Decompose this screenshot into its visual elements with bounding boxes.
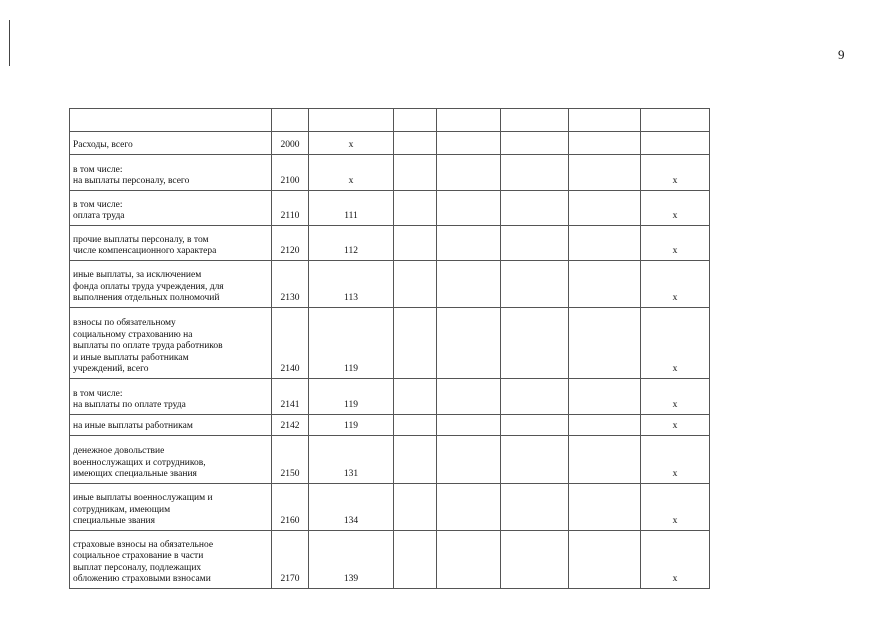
empty-cell [437,191,501,226]
empty-cell [501,484,569,531]
row-code: 2170 [272,531,309,589]
row-name [70,155,272,191]
header-cell [394,109,437,132]
empty-cell [437,155,501,191]
empty-cell [437,415,501,436]
empty-cell [437,261,501,308]
row-name-text: в том числе: на выплаты персоналу, всего [73,164,190,187]
empty-cell [394,261,437,308]
row-name [70,379,272,415]
row-last-column-mark: х [641,484,710,531]
row-classification-code: 139 [309,531,394,589]
empty-cell [501,436,569,484]
row-code: 2110 [272,191,309,226]
row-last-column-mark: х [641,436,710,484]
empty-cell [569,379,641,415]
row-name-text: взносы по обязательному социальному страхованию на выплаты по оплате труда работников и иные выплаты работникам учреждений, всего [73,318,223,375]
empty-cell [501,415,569,436]
row-code: 2120 [272,226,309,261]
row-classification-code: х [309,155,394,191]
row-name [70,484,272,531]
header-cell [641,109,710,132]
row-name [70,436,272,484]
empty-cell [501,531,569,589]
empty-cell [569,436,641,484]
empty-cell [437,379,501,415]
table-header-row [70,109,710,132]
table-row [70,191,710,226]
row-name [70,261,272,308]
row-code: 2160 [272,484,309,531]
empty-cell [394,415,437,436]
row-last-column-mark: х [641,308,710,379]
row-name [70,531,272,589]
empty-cell [437,484,501,531]
row-last-column-mark: х [641,261,710,308]
empty-cell [569,308,641,379]
empty-cell [394,191,437,226]
row-code: 2100 [272,155,309,191]
empty-cell [437,436,501,484]
empty-cell [394,379,437,415]
empty-cell [501,261,569,308]
empty-cell [501,308,569,379]
empty-cell [569,155,641,191]
empty-cell [501,155,569,191]
empty-cell [569,191,641,226]
page-number: 9 [838,47,845,62]
table-row [70,531,710,589]
row-last-column-mark [641,132,710,155]
empty-cell [569,484,641,531]
row-name [70,191,272,226]
row-classification-code: 131 [309,436,394,484]
row-name-text: иные выплаты, за исключением фонда оплаты труда учреждения, для выполнения отдельных полномочий [73,270,224,304]
table-row [70,484,710,531]
row-code: 2150 [272,436,309,484]
empty-cell [501,226,569,261]
row-name-text: иные выплаты военнослужащим и сотрудникам, имеющим специальные звания [73,493,213,527]
row-classification-code: 111 [309,191,394,226]
empty-cell [394,132,437,155]
empty-cell [394,484,437,531]
empty-cell [569,261,641,308]
empty-cell [437,226,501,261]
row-name [70,226,272,261]
header-cell [309,109,394,132]
row-last-column-mark: х [641,226,710,261]
row-code: 2142 [272,415,309,436]
row-last-column-mark: х [641,191,710,226]
row-name-text: в том числе: на выплаты по оплате труда [73,388,186,411]
row-classification-code: 112 [309,226,394,261]
empty-cell [437,308,501,379]
header-cell [437,109,501,132]
table-row [70,436,710,484]
expenses-table [69,108,710,589]
empty-cell [569,132,641,155]
empty-cell [501,132,569,155]
row-code: 2130 [272,261,309,308]
row-code: 2000 [272,132,309,155]
empty-cell [437,531,501,589]
empty-cell [437,132,501,155]
table-row [70,155,710,191]
row-code: 2140 [272,308,309,379]
empty-cell [394,308,437,379]
row-name-text: страховые взносы на обязательное социальное страхование в части выплат персоналу, подлежащих обложению страховыми взносами [73,539,214,585]
empty-cell [569,415,641,436]
scan-edge-mark [9,20,10,66]
table-row [70,379,710,415]
row-classification-code: 134 [309,484,394,531]
row-name: Расходы, всего [70,132,272,155]
row-name-text: в том числе: оплата труда [73,199,125,222]
empty-cell [501,379,569,415]
table-row [70,308,710,379]
empty-cell [394,531,437,589]
row-name [70,308,272,379]
row-classification-code: 119 [309,308,394,379]
row-last-column-mark: х [641,155,710,191]
table-row [70,415,710,436]
table-row [70,132,710,155]
row-classification-code: х [309,132,394,155]
empty-cell [501,191,569,226]
header-cell [569,109,641,132]
row-name: на иные выплаты работникам [70,415,272,436]
table-row [70,226,710,261]
row-name-text: денежное довольствие военнослужащих и сотрудников, имеющих специальные звания [73,446,206,480]
row-last-column-mark: х [641,531,710,589]
empty-cell [394,155,437,191]
empty-cell [394,226,437,261]
header-cell [501,109,569,132]
table-row [70,261,710,308]
row-classification-code: 119 [309,415,394,436]
row-classification-code: 119 [309,379,394,415]
row-code: 2141 [272,379,309,415]
row-last-column-mark: х [641,415,710,436]
empty-cell [394,436,437,484]
row-classification-code: 113 [309,261,394,308]
header-cell [70,109,272,132]
row-last-column-mark: х [641,379,710,415]
header-cell [272,109,309,132]
empty-cell [569,226,641,261]
empty-cell [569,531,641,589]
row-name-text: прочие выплаты персоналу, в том числе компенсационного характера [73,234,217,257]
